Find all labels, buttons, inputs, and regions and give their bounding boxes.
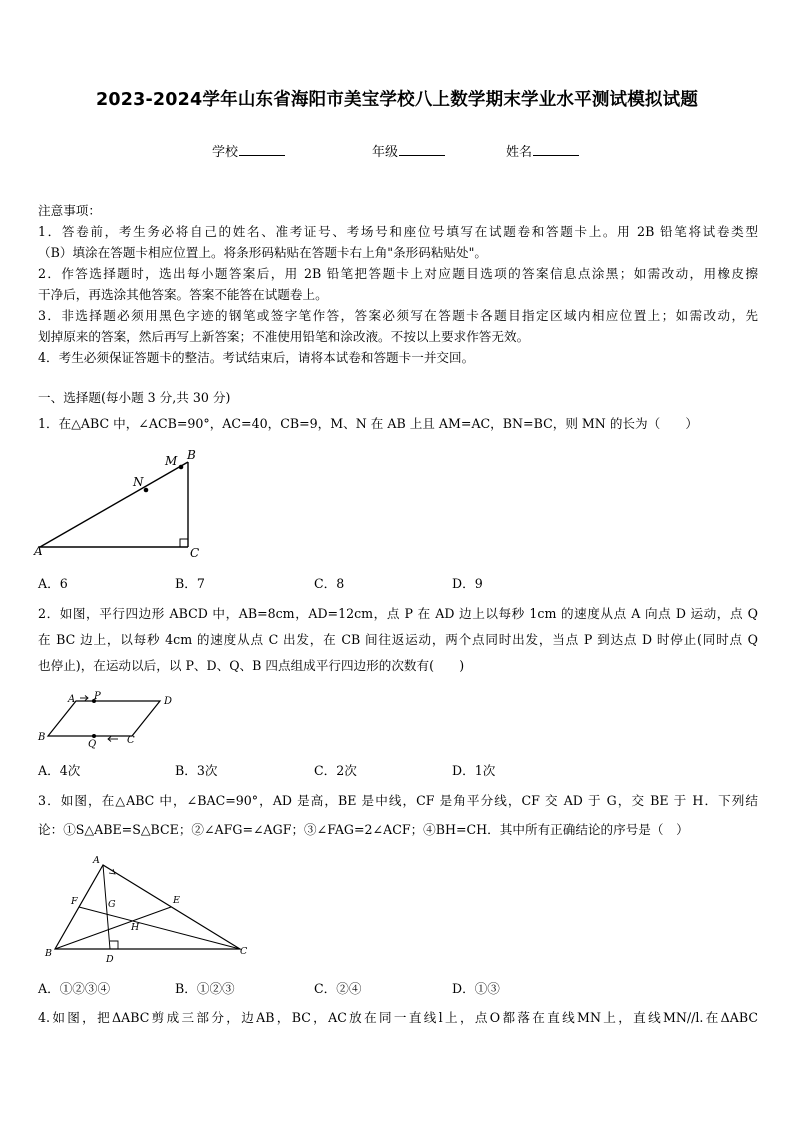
q2-label-c: C — [127, 735, 135, 746]
q2-option-b[interactable]: B．3次 — [175, 763, 218, 778]
q2-label-b: B — [38, 732, 46, 743]
notice-line-5: 3．非选择题必须用黑色字迹的钢笔或签字笔作答，答案必须写在答题卡各题目指定区域内相应位置上；如需改动，先 — [38, 308, 758, 323]
grade-blank[interactable] — [399, 143, 445, 156]
q1-label-b: B — [187, 448, 196, 462]
q2-option-a[interactable]: A．4次 — [38, 763, 81, 778]
q3-option-c[interactable]: C．②④ — [314, 981, 362, 996]
q2-figure — [30, 690, 190, 750]
name-field — [506, 141, 579, 160]
q2-label-p: P — [94, 691, 101, 702]
notice-line-1: 1．答卷前，考生务必将自己的姓名、准考证号、考场号和座位号填写在试题卷和答题卡上。用 2B 铅笔将试卷类型 — [38, 224, 758, 239]
question-2-line-1: 2．如图，平行四边形 ABCD 中，AB=8cm，AD=12cm，点 P 在 AD 边上以每秒 1cm 的速度从点 A 向点 D 运动，点 Q — [38, 606, 758, 621]
school-field — [212, 141, 285, 160]
q3-bisector-cf — [79, 907, 240, 949]
q3-option-a[interactable]: A．①②③④ — [38, 981, 111, 996]
q1-point-n — [144, 488, 149, 493]
q3-label-e: E — [173, 895, 180, 906]
q3-right-angle-d — [110, 941, 118, 949]
section-heading: 一、选择题(每小题 3 分,共 30 分) — [38, 390, 231, 405]
school-label: 学校 — [212, 145, 239, 160]
name-blank[interactable] — [533, 143, 579, 156]
q1-option-a[interactable]: A．6 — [38, 576, 68, 591]
q1-option-d[interactable]: D．9 — [452, 576, 483, 591]
q1-point-m — [179, 465, 184, 470]
q3-label-c: C — [240, 946, 248, 957]
question-3-line-2: 论：①S△ABE=S△BCE；②∠AFG=∠AGF；③∠FAG=2∠ACF；④BH=CH．其中所有正确结论的序号是（ ） — [38, 822, 689, 837]
q2-label-d: D — [164, 696, 173, 707]
question-1-text: 1．在△ABC 中，∠ACB=90°，AC=40，CB=9，M、N 在 AB 上且 AM=AC，BN=BC，则 MN 的长为（ ） — [38, 416, 698, 431]
q3-median-be — [55, 907, 171, 949]
q3-triangle-abc — [55, 865, 240, 949]
q3-option-b[interactable]: B．①②③ — [175, 981, 235, 996]
question-2-line-3: 也停止)，在运动以后，以 P、D、Q、B 四点组成平行四边形的次数有( ) — [38, 658, 465, 673]
q2-point-q — [92, 734, 96, 738]
question-3-line-1: 3．如图，在△ABC 中，∠BAC=90°，AD 是高，BE 是中线，CF 是角平分线，CF 交 AD 于 G，交 BE 于 H．下列结 — [38, 793, 758, 808]
notice-line-3: 2．作答选择题时，选出每小题答案后，用 2B 铅笔把答题卡上对应题目选项的答案信息点涂黑；如需改动，用橡皮擦 — [38, 266, 758, 281]
q1-option-b[interactable]: B．7 — [175, 576, 205, 591]
q2-option-c[interactable]: C．2次 — [314, 763, 357, 778]
q1-side-ab — [40, 462, 188, 547]
q1-label-m: M — [165, 454, 178, 468]
q2-label-q: Q — [88, 739, 97, 750]
grade-label: 年级 — [372, 145, 399, 160]
exam-title: 2023-2024学年山东省海阳市美宝学校八上数学期末学业水平测试模拟试题 — [95, 90, 699, 110]
question-2-line-2: 在 BC 边上，以每秒 4cm 的速度从点 C 出发，在 CB 间往返运动，两个点同时出发，当点 P 到达点 D 时停止(同时点 Q — [38, 632, 758, 647]
school-blank[interactable] — [239, 143, 285, 156]
q3-label-a: A — [93, 855, 100, 866]
q1-label-n: N — [133, 475, 144, 489]
q3-label-d: D — [106, 954, 114, 965]
name-label: 姓名 — [506, 145, 533, 160]
q1-option-c[interactable]: C．8 — [314, 576, 345, 591]
q3-label-g: G — [108, 899, 116, 910]
q3-label-f: F — [71, 896, 78, 907]
q3-label-b: B — [45, 948, 52, 959]
question-4-line-1: 4.如图，把ΔABC剪成三部分，边AB，BC，AC放在同一直线l上，点O都落在直线MN上，直线MN//l.在ΔABC — [38, 1010, 758, 1025]
q3-option-d[interactable]: D．①③ — [452, 981, 500, 996]
q3-label-h: H — [131, 922, 140, 933]
q1-figure — [30, 445, 210, 560]
notice-heading: 注意事项： — [38, 203, 101, 218]
notice-line-6: 划掉原来的答案，然后再写上新答案；不准使用铅笔和涂改液。不按以上要求作答无效。 — [38, 329, 530, 344]
q2-option-d[interactable]: D．1次 — [452, 763, 496, 778]
q1-label-a: A — [34, 544, 43, 558]
notice-line-7: 4．考生必须保证答题卡的整洁。考试结束后，请将本试卷和答题卡一并交回。 — [38, 350, 475, 365]
q1-right-angle-mark — [180, 539, 188, 547]
notice-line-2: （B）填涂在答题卡相应位置上。将条形码粘贴在答题卡右上角"条形码粘贴处"。 — [38, 245, 488, 260]
q3-figure — [30, 852, 260, 967]
notice-line-4: 干净后，再选涂其他答案。答案不能答在试题卷上。 — [38, 287, 328, 302]
q2-label-a: A — [68, 694, 76, 705]
q2-parallelogram — [48, 701, 160, 736]
grade-field — [372, 141, 445, 160]
q1-label-c: C — [190, 546, 200, 560]
